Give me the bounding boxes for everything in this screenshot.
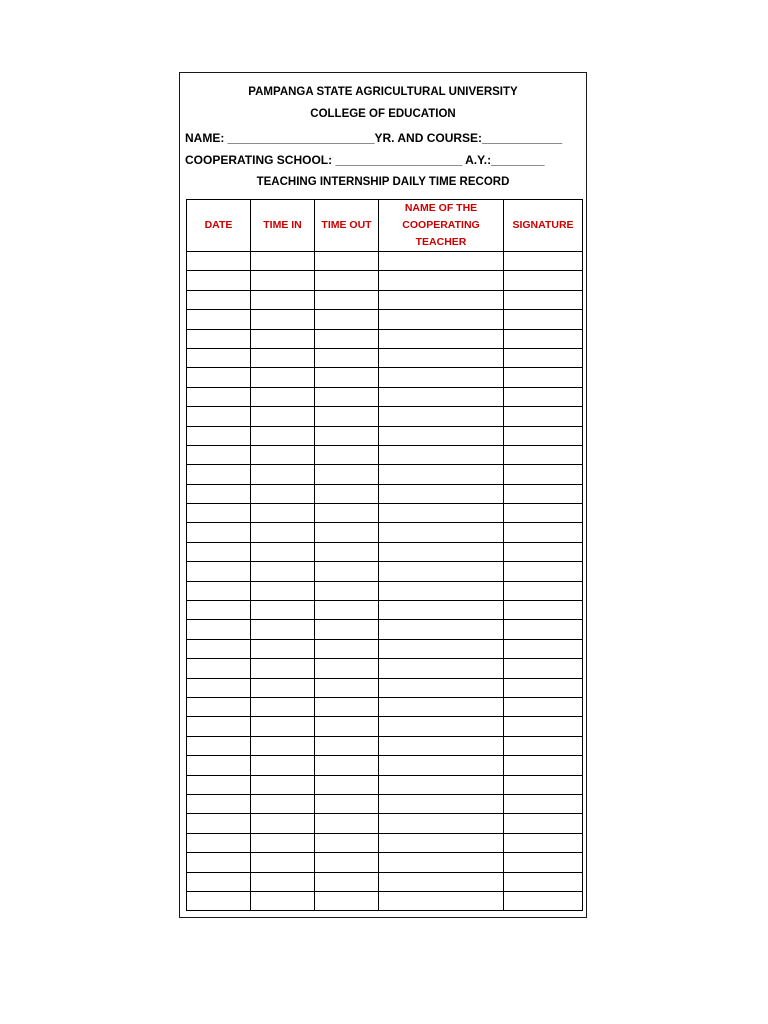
table-row [187, 736, 583, 755]
date-cell[interactable] [187, 697, 251, 716]
signature-cell[interactable] [504, 659, 583, 678]
signature-cell[interactable] [504, 717, 583, 736]
date-cell[interactable] [187, 872, 251, 891]
signature-cell[interactable] [504, 465, 583, 484]
cooperating-teacher-cell[interactable] [379, 891, 504, 910]
table-row [187, 697, 583, 716]
time-out-cell[interactable] [315, 484, 379, 503]
cooperating-teacher-cell[interactable] [379, 504, 504, 523]
table-row [187, 775, 583, 794]
time-in-cell[interactable] [251, 562, 315, 581]
cooperating-teacher-cell[interactable] [379, 814, 504, 833]
table-row [187, 484, 583, 503]
cooperating-teacher-cell[interactable] [379, 639, 504, 658]
time-in-cell[interactable] [251, 775, 315, 794]
signature-cell[interactable] [504, 736, 583, 755]
time-out-cell[interactable] [315, 814, 379, 833]
table-row [187, 271, 583, 290]
date-cell[interactable] [187, 891, 251, 910]
signature-cell[interactable] [504, 348, 583, 367]
time-in-cell[interactable] [251, 833, 315, 852]
table-row [187, 465, 583, 484]
time-in-cell[interactable] [251, 504, 315, 523]
cooperating-teacher-cell[interactable] [379, 794, 504, 813]
time-out-cell[interactable] [315, 542, 379, 561]
date-cell[interactable] [187, 445, 251, 464]
cooperating-teacher-cell[interactable] [379, 775, 504, 794]
cooperating-teacher-cell[interactable] [379, 659, 504, 678]
table-row [187, 542, 583, 561]
signature-cell[interactable] [504, 542, 583, 561]
time-out-cell[interactable] [315, 872, 379, 891]
table-row [187, 329, 583, 348]
signature-cell[interactable] [504, 407, 583, 426]
table-header-row [187, 200, 583, 252]
time-record-form [179, 72, 587, 918]
cooperating-teacher-cell[interactable] [379, 853, 504, 872]
time-out-cell[interactable] [315, 445, 379, 464]
signature-cell[interactable] [504, 756, 583, 775]
cooperating-teacher-cell[interactable] [379, 310, 504, 329]
time-in-cell[interactable] [251, 794, 315, 813]
cooperating-teacher-cell[interactable] [379, 407, 504, 426]
table-row [187, 872, 583, 891]
date-cell[interactable] [187, 348, 251, 367]
cooperating-teacher-cell[interactable] [379, 426, 504, 445]
column-header-date: DATE [187, 200, 251, 252]
cooperating-teacher-cell[interactable] [379, 620, 504, 639]
signature-cell[interactable] [504, 387, 583, 406]
cooperating-teacher-cell[interactable] [379, 678, 504, 697]
signature-cell[interactable] [504, 329, 583, 348]
time-out-cell[interactable] [315, 310, 379, 329]
date-cell[interactable] [187, 853, 251, 872]
cooperating-school-line[interactable]: COOPERATING SCHOOL: ___________________ A.Y.:________ [185, 153, 545, 167]
date-cell[interactable] [187, 426, 251, 445]
daily-time-record-table [186, 199, 583, 911]
time-in-cell[interactable] [251, 697, 315, 716]
date-cell[interactable] [187, 833, 251, 852]
time-out-cell[interactable] [315, 697, 379, 716]
time-out-cell[interactable] [315, 794, 379, 813]
time-in-cell[interactable] [251, 717, 315, 736]
cooperating-teacher-cell[interactable] [379, 601, 504, 620]
signature-cell[interactable] [504, 775, 583, 794]
signature-cell[interactable] [504, 484, 583, 503]
time-in-cell[interactable] [251, 368, 315, 387]
cooperating-teacher-cell[interactable] [379, 271, 504, 290]
date-cell[interactable] [187, 329, 251, 348]
cooperating-teacher-cell[interactable] [379, 523, 504, 542]
signature-cell[interactable] [504, 872, 583, 891]
time-out-cell[interactable] [315, 290, 379, 309]
signature-cell[interactable] [504, 853, 583, 872]
table-row [187, 814, 583, 833]
time-out-cell[interactable] [315, 620, 379, 639]
date-cell[interactable] [187, 717, 251, 736]
date-cell[interactable] [187, 794, 251, 813]
time-out-cell[interactable] [315, 407, 379, 426]
table-row [187, 368, 583, 387]
signature-cell[interactable] [504, 290, 583, 309]
time-out-cell[interactable] [315, 678, 379, 697]
date-cell[interactable] [187, 736, 251, 755]
time-out-cell[interactable] [315, 504, 379, 523]
cooperating-teacher-cell[interactable] [379, 872, 504, 891]
cooperating-teacher-cell[interactable] [379, 329, 504, 348]
time-out-cell[interactable] [315, 562, 379, 581]
date-cell[interactable] [187, 484, 251, 503]
time-out-cell[interactable] [315, 523, 379, 542]
cooperating-teacher-cell[interactable] [379, 348, 504, 367]
signature-cell[interactable] [504, 639, 583, 658]
time-in-cell[interactable] [251, 891, 315, 910]
cooperating-teacher-cell[interactable] [379, 484, 504, 503]
time-out-cell[interactable] [315, 717, 379, 736]
date-cell[interactable] [187, 678, 251, 697]
table-row [187, 794, 583, 813]
time-out-cell[interactable] [315, 348, 379, 367]
date-cell[interactable] [187, 252, 251, 271]
date-cell[interactable] [187, 620, 251, 639]
date-cell[interactable] [187, 639, 251, 658]
time-out-cell[interactable] [315, 368, 379, 387]
table-row [187, 756, 583, 775]
table-row [187, 290, 583, 309]
time-in-cell[interactable] [251, 659, 315, 678]
time-out-cell[interactable] [315, 659, 379, 678]
table-row [187, 581, 583, 600]
time-in-cell[interactable] [251, 310, 315, 329]
signature-cell[interactable] [504, 794, 583, 813]
date-cell[interactable] [187, 775, 251, 794]
cooperating-teacher-cell[interactable] [379, 756, 504, 775]
date-cell[interactable] [187, 523, 251, 542]
date-cell[interactable] [187, 407, 251, 426]
signature-cell[interactable] [504, 368, 583, 387]
time-in-cell[interactable] [251, 581, 315, 600]
time-in-cell[interactable] [251, 426, 315, 445]
time-out-cell[interactable] [315, 833, 379, 852]
time-out-cell[interactable] [315, 853, 379, 872]
signature-cell[interactable] [504, 833, 583, 852]
college-name: COLLEGE OF EDUCATION [310, 108, 456, 120]
cooperating-teacher-cell[interactable] [379, 717, 504, 736]
university-name: PAMPANGA STATE AGRICULTURAL UNIVERSITY [248, 86, 518, 98]
time-in-cell[interactable] [251, 348, 315, 367]
signature-cell[interactable] [504, 678, 583, 697]
time-in-cell[interactable] [251, 252, 315, 271]
time-in-cell[interactable] [251, 678, 315, 697]
cooperating-teacher-cell[interactable] [379, 387, 504, 406]
table-body [187, 252, 583, 911]
table-row [187, 504, 583, 523]
date-cell[interactable] [187, 504, 251, 523]
table-row [187, 252, 583, 271]
date-cell[interactable] [187, 465, 251, 484]
table-row [187, 310, 583, 329]
signature-cell[interactable] [504, 601, 583, 620]
time-out-cell[interactable] [315, 426, 379, 445]
time-in-cell[interactable] [251, 523, 315, 542]
time-in-cell[interactable] [251, 445, 315, 464]
table-row [187, 620, 583, 639]
table-row [187, 678, 583, 697]
cooperating-teacher-cell[interactable] [379, 736, 504, 755]
date-cell[interactable] [187, 562, 251, 581]
date-cell[interactable] [187, 368, 251, 387]
time-in-cell[interactable] [251, 601, 315, 620]
time-out-cell[interactable] [315, 465, 379, 484]
cooperating-teacher-cell[interactable] [379, 445, 504, 464]
time-out-cell[interactable] [315, 329, 379, 348]
time-out-cell[interactable] [315, 756, 379, 775]
column-header-signature: SIGNATURE [504, 200, 583, 252]
time-in-cell[interactable] [251, 872, 315, 891]
record-title: TEACHING INTERNSHIP DAILY TIME RECORD [256, 176, 510, 188]
table-row [187, 445, 583, 464]
time-in-cell[interactable] [251, 736, 315, 755]
time-in-cell[interactable] [251, 756, 315, 775]
table-row [187, 853, 583, 872]
cooperating-teacher-cell[interactable] [379, 581, 504, 600]
time-out-cell[interactable] [315, 601, 379, 620]
time-in-cell[interactable] [251, 620, 315, 639]
table-row [187, 833, 583, 852]
time-out-cell[interactable] [315, 271, 379, 290]
signature-cell[interactable] [504, 504, 583, 523]
date-cell[interactable] [187, 601, 251, 620]
cooperating-teacher-cell[interactable] [379, 290, 504, 309]
column-header-time-in: TIME IN [251, 200, 315, 252]
time-out-cell[interactable] [315, 891, 379, 910]
time-in-cell[interactable] [251, 290, 315, 309]
time-out-cell[interactable] [315, 775, 379, 794]
table-row [187, 562, 583, 581]
date-cell[interactable] [187, 271, 251, 290]
time-in-cell[interactable] [251, 387, 315, 406]
time-in-cell[interactable] [251, 542, 315, 561]
name-course-line[interactable]: NAME: ______________________YR. AND COURSE:____________ [185, 131, 563, 145]
date-cell[interactable] [187, 387, 251, 406]
table-row [187, 717, 583, 736]
signature-cell[interactable] [504, 891, 583, 910]
signature-cell[interactable] [504, 620, 583, 639]
table-row [187, 407, 583, 426]
time-in-cell[interactable] [251, 329, 315, 348]
time-out-cell[interactable] [315, 736, 379, 755]
table-row [187, 523, 583, 542]
date-cell[interactable] [187, 581, 251, 600]
table-row [187, 601, 583, 620]
time-out-cell[interactable] [315, 387, 379, 406]
table-row [187, 891, 583, 910]
cooperating-teacher-cell[interactable] [379, 833, 504, 852]
signature-cell[interactable] [504, 252, 583, 271]
cooperating-teacher-cell[interactable] [379, 465, 504, 484]
table-row [187, 659, 583, 678]
time-in-cell[interactable] [251, 814, 315, 833]
date-cell[interactable] [187, 310, 251, 329]
cooperating-teacher-cell[interactable] [379, 542, 504, 561]
table-row [187, 387, 583, 406]
column-header-time-out: TIME OUT [315, 200, 379, 252]
table-row [187, 639, 583, 658]
time-in-cell[interactable] [251, 853, 315, 872]
table-row [187, 348, 583, 367]
signature-cell[interactable] [504, 310, 583, 329]
time-out-cell[interactable] [315, 252, 379, 271]
signature-cell[interactable] [504, 523, 583, 542]
time-out-cell[interactable] [315, 639, 379, 658]
signature-cell[interactable] [504, 581, 583, 600]
cooperating-teacher-cell[interactable] [379, 368, 504, 387]
time-in-cell[interactable] [251, 407, 315, 426]
signature-cell[interactable] [504, 697, 583, 716]
cooperating-teacher-cell[interactable] [379, 697, 504, 716]
cooperating-teacher-cell[interactable] [379, 252, 504, 271]
date-cell[interactable] [187, 756, 251, 775]
time-in-cell[interactable] [251, 271, 315, 290]
date-cell[interactable] [187, 542, 251, 561]
signature-cell[interactable] [504, 814, 583, 833]
table-row [187, 426, 583, 445]
signature-cell[interactable] [504, 426, 583, 445]
time-out-cell[interactable] [315, 581, 379, 600]
cooperating-teacher-cell[interactable] [379, 562, 504, 581]
date-cell[interactable] [187, 290, 251, 309]
date-cell[interactable] [187, 814, 251, 833]
signature-cell[interactable] [504, 445, 583, 464]
date-cell[interactable] [187, 659, 251, 678]
signature-cell[interactable] [504, 562, 583, 581]
time-in-cell[interactable] [251, 639, 315, 658]
signature-cell[interactable] [504, 271, 583, 290]
column-header-cooperating-teacher: NAME OF THE COOPERATING TEACHER [379, 200, 504, 252]
time-in-cell[interactable] [251, 465, 315, 484]
time-in-cell[interactable] [251, 484, 315, 503]
